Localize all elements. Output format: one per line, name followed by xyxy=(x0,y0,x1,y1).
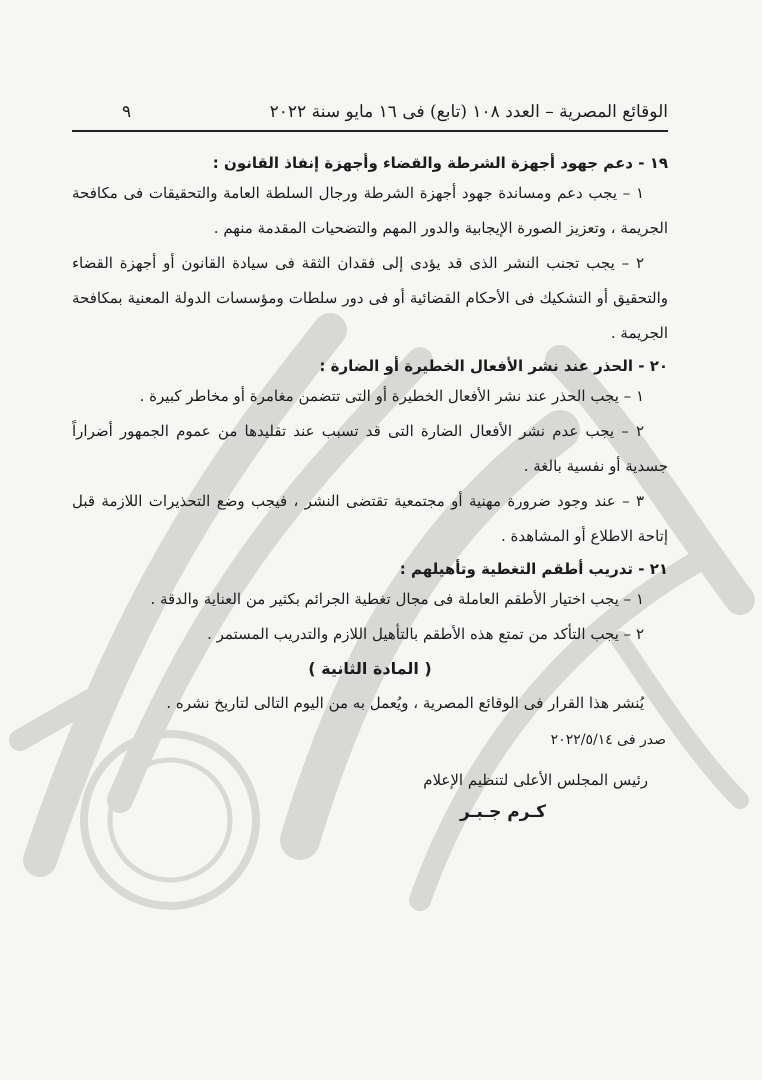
section-item: ١ – يجب الحذر عند نشر الأفعال الخطيرة أو التى تتضمن مغامرة أو مخاطر كبيرة . xyxy=(139,387,644,405)
section-20 xyxy=(72,353,668,554)
page-header xyxy=(72,88,668,122)
section-heading: ٢١ - تدريب أطقم التغطية وتأهيلهم : xyxy=(399,560,668,578)
section-heading: ٢٠ - الحذر عند نشر الأفعال الخطيرة أو الضارة : xyxy=(319,357,668,375)
section-item: ٢ – يجب تجنب النشر الذى قد يؤدى إلى فقدان الثقة فى سيادة القانون أو أجهزة القضاء والتحقيق أو التشكيك فى الأحكام القضائية أو فى دور سلطات ومؤسسات الدولة المعنية بمكافحة الجريمة . xyxy=(72,254,668,342)
section-item: ٣ – عند وجود ضرورة مهنية أو مجتمعية تقتضى النشر ، فيجب وضع التحذيرات اللازمة قبل إتاحة الاطلاع أو المشاهدة . xyxy=(72,492,668,545)
signatory-name: كـرم جـبـر xyxy=(459,802,546,822)
section-item: ١ – يجب دعم ومساندة جهود أجهزة الشرطة ورجال السلطة العامة والتحقيقات فى مكافحة الجريمة ، وتعزيز الصورة الإيجابية والدور المهم والتضحيات المقدمة منهم . xyxy=(72,184,668,237)
section-item: ٢ – يجب التأكد من تمتع هذه الأطقم بالتأهيل اللازم والتدريب المستمر . xyxy=(207,625,644,643)
section-item: ١ – يجب اختيار الأطقم العاملة فى مجال تغطية الجرائم بكثير من العناية والدقة . xyxy=(150,590,644,608)
section-19 xyxy=(72,150,668,351)
page-content xyxy=(72,88,668,829)
issue-date: صدر فى ٢٠٢٢/٥/١٤ xyxy=(550,732,666,748)
section-item: ٢ – يجب عدم نشر الأفعال الضارة التى قد تسبب عند تقليدها من عموم الجمهور أضراراً جسدية أو نفسية بالغة . xyxy=(72,422,668,475)
article-title: ( المادة الثانية ) xyxy=(308,659,432,678)
signatory-title: رئيس المجلس الأعلى لتنظيم الإعلام xyxy=(423,771,648,789)
article-text: يُنشر هذا القرار فى الوقائع المصرية ، ويُعمل به من اليوم التالى لتاريخ نشره . xyxy=(166,694,644,712)
page-number: ٩ xyxy=(122,102,132,122)
header-rule xyxy=(72,130,668,132)
section-21 xyxy=(72,556,668,652)
section-heading: ١٩ - دعم جهود أجهزة الشرطة والقضاء وأجهزة إنفاذ القانون : xyxy=(212,154,668,172)
gazette-title: الوقائع المصرية – العدد ١٠٨ (تابع) فى ١٦ مايو سنة ٢٠٢٢ xyxy=(269,102,668,122)
